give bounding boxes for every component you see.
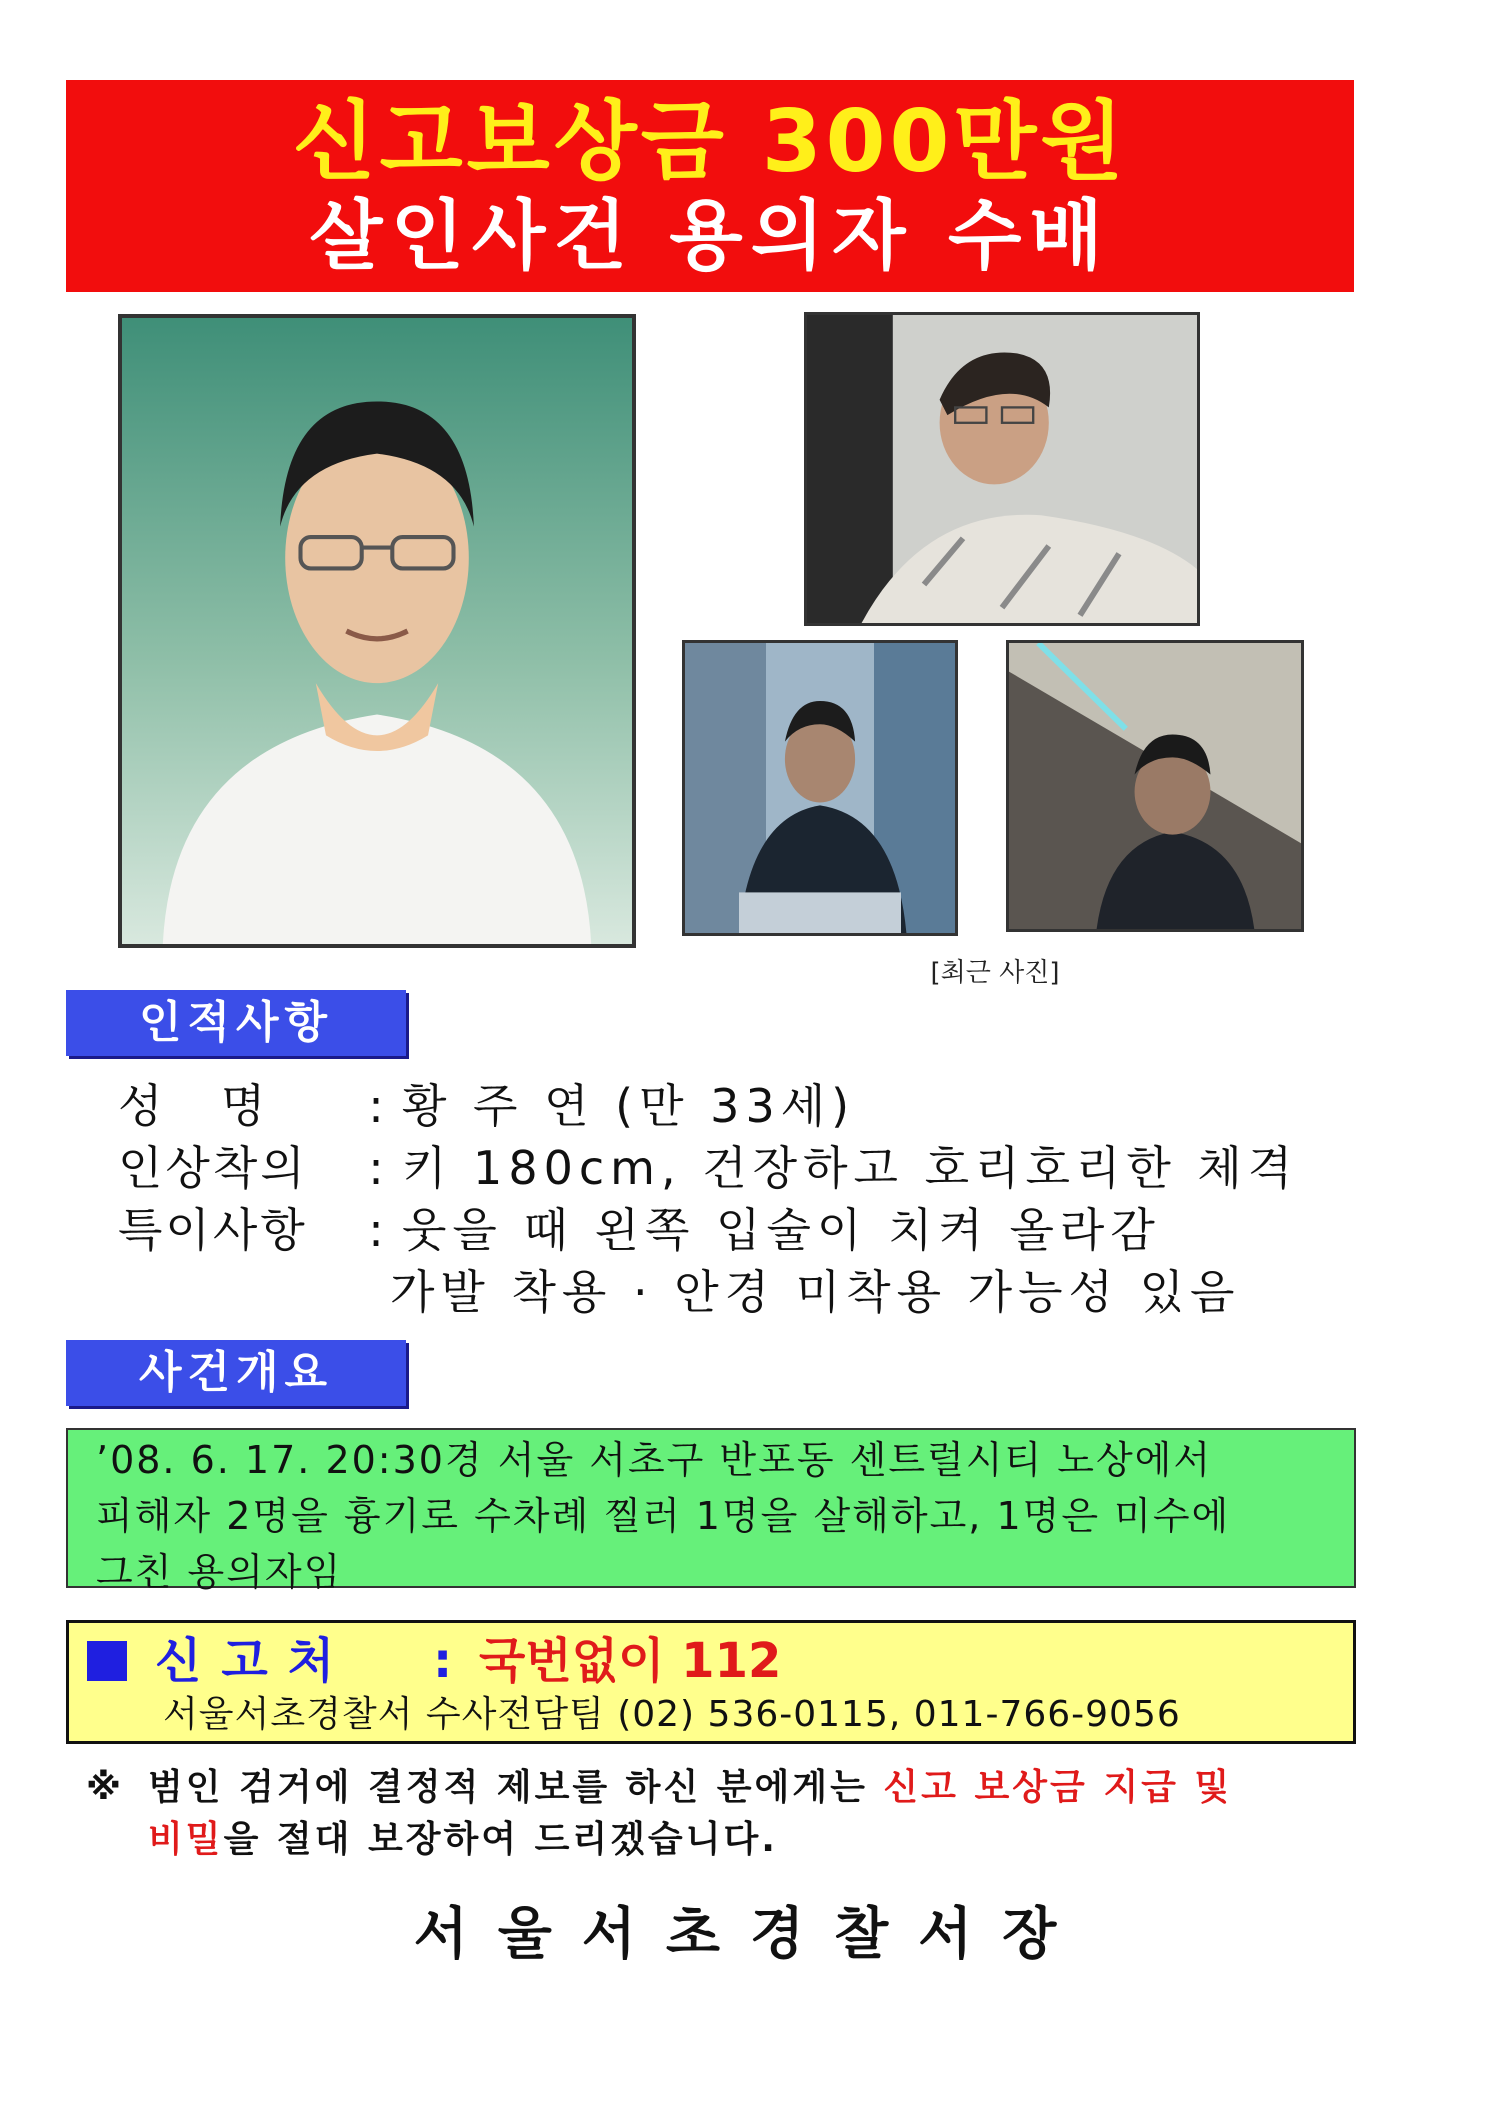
report-colon: : xyxy=(433,1633,453,1689)
personal-info-section-label: 인적사항 xyxy=(66,990,406,1056)
notice-text-part-a: 범인 검거에 결정적 제보를 하신 분에게는 xyxy=(148,1767,884,1808)
incident-line: 그친 용의자임 xyxy=(96,1550,343,1594)
confidentiality-notice xyxy=(86,1762,1232,1866)
info-label-name: 성 명 xyxy=(118,1079,266,1133)
suspect-portrait-photo xyxy=(118,314,636,948)
info-row-name xyxy=(118,1076,855,1136)
reward-title: 신고보상금 300만원 xyxy=(292,92,1128,192)
incident-line: ’08. 6. 17. 20:30경 서울 서초구 반포동 센트럴시티 노상에서 xyxy=(96,1438,1213,1482)
info-value-name: 황 주 연 (만 33세) xyxy=(402,1079,856,1133)
incident-section-label: 사건개요 xyxy=(66,1340,406,1406)
info-row-appearance xyxy=(118,1138,1298,1198)
info-row-features xyxy=(118,1200,1161,1260)
info-colon: : xyxy=(368,1079,384,1133)
info-label-features: 특이사항 xyxy=(118,1203,308,1257)
blue-square-bullet-icon xyxy=(87,1641,127,1681)
report-contact-box xyxy=(66,1620,1356,1744)
recent-photo-cctv-1 xyxy=(682,640,958,936)
wanted-headline: 살인사건 용의자 수배 xyxy=(309,191,1111,280)
notice-reward-emphasis: 신고 보상금 지급 및 xyxy=(883,1767,1233,1808)
info-value-features-extra: 가발 착용 · 안경 미착용 가능성 있음 xyxy=(390,1265,1241,1319)
reward-banner xyxy=(66,80,1354,292)
incident-line: 피해자 2명을 흉기로 수차례 찔러 1명을 살해하고, 1명은 미수에 xyxy=(96,1494,1231,1538)
report-phone-contacts: 서울서초경찰서 수사전담팀 (02) 536-0115, 011-766-9056 xyxy=(163,1694,1181,1735)
recent-photo-selfie xyxy=(804,312,1200,626)
notice-secret-emphasis: 비밀 xyxy=(148,1819,224,1860)
info-value-features: 웃을 때 왼쪽 입술이 치켜 올라감 xyxy=(402,1203,1161,1257)
reference-mark-icon: ※ xyxy=(86,1767,124,1808)
info-colon: : xyxy=(368,1203,384,1257)
incident-summary-box xyxy=(66,1428,1356,1594)
issuing-police-station: 서울서초경찰서장 xyxy=(413,1902,1087,1967)
recent-photo-cctv-2 xyxy=(1006,640,1304,932)
info-colon: : xyxy=(368,1141,384,1195)
recent-photo-caption: [최근 사진] xyxy=(930,958,1060,988)
report-number: 국번없이 112 xyxy=(479,1633,782,1689)
report-label: 신고처 xyxy=(155,1633,355,1689)
notice-text-part-b: 을 절대 보장하여 드리겠습니다. xyxy=(223,1819,778,1860)
info-value-appearance: 키 180cm, 건장하고 호리호리한 체격 xyxy=(402,1141,1299,1195)
info-features-extra xyxy=(390,1262,1240,1322)
info-label-appearance: 인상착의 xyxy=(118,1141,308,1195)
